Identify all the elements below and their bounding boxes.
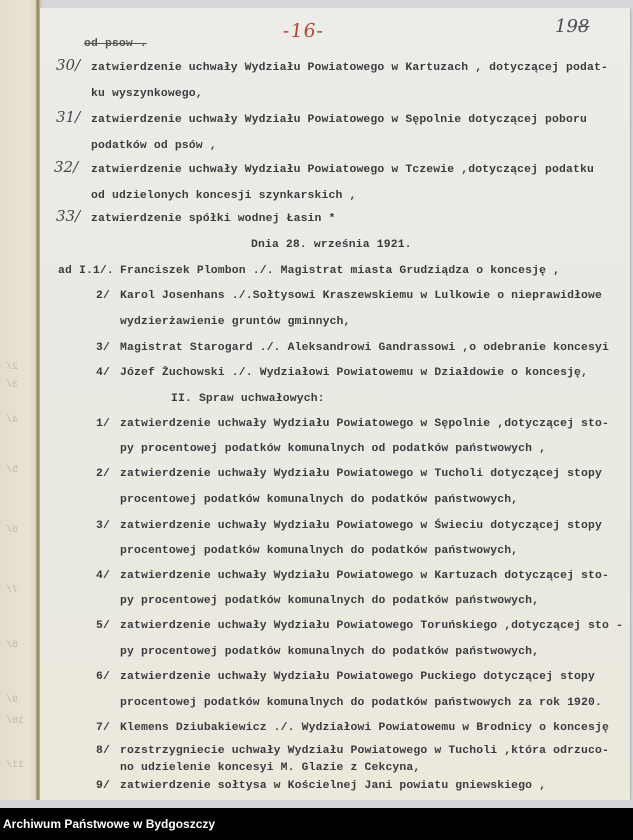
item-number: 2/ [96,290,110,302]
text-line: no udzielenie koncesyi M. Glazie z Cekcyna, [120,762,421,774]
item-number: 8/ [96,745,110,757]
ghost-number: 11/ [6,760,25,771]
text-line: podatków od psów , [91,140,217,152]
text-line: zatwierdzenie uchwały Wydziału Powiatowego w Świeciu dotyczącej stopy [120,520,602,532]
text-line: od psow . [84,38,147,50]
text-line: Franciszek Plombon ./. Magistrat miasta Grudziądza o koncesję , [120,265,561,277]
item-number: 4/ [96,367,110,379]
text-line: Klemens Dziubakiewicz ./. Wydziałowi Powiatowemu w Brodnicy o koncesję [120,722,609,734]
text-line: zatwierdzenie uchwały Wydziału Powiatowego w Sępolnie dotyczącej poboru [91,114,587,126]
item-number: 3/ [96,342,110,354]
text-line: py procentowej podatków komunalnych do podatków państwowych, [120,595,540,607]
handwritten-item-number: 30/ [56,56,81,74]
text-line: procentowej podatków komunalnych do podatków państwowych, [120,494,519,506]
item-number: ad I.1/. [58,265,114,277]
item-number: 9/ [96,780,110,792]
handwritten-item-number: 31/ [56,108,81,126]
item-number: 5/ [96,620,110,632]
handwritten-item-number: 33/ [56,207,81,225]
item-number: 1/ [96,418,110,430]
folio-struck: 8 [577,16,590,37]
text-line: rozstrzygniecie uchwały Wydziału Powiatowego w Tucholi ,która odrzuco- [120,745,609,757]
text-line: zatwierdzenie spółki wodnej Łasin * [91,213,336,225]
text-line: zatwierdzenie uchwały Wydziału Powiatowego w Kartuzach dotyczącej sto- [120,570,609,582]
text-line: ku wyszynkowego, [91,88,203,100]
document-page [40,8,630,800]
ghost-number: 4/ [6,415,19,426]
text-line: Józef Żuchowski ./. Wydziałowi Powiatowemu w Działdowie o koncesję, [120,367,589,379]
text-line: procentowej podatków komunalnych do podatków państwowych za rok 1920. [120,697,602,709]
item-number: 2/ [96,468,110,480]
ghost-number: 6/ [6,525,19,536]
date-heading: Dnia 28. września 1921. [251,239,412,251]
item-number: 6/ [96,671,110,683]
section-heading: II. Spraw uchwałowych: [171,393,325,405]
archive-footer [0,808,633,840]
text-line: zatwierdzenie uchwały Wydziału Powiatowego w Sępolnie ,dotyczącej sto- [120,418,609,430]
ghost-number: 7/ [6,585,19,596]
text-line: py procentowej podatków komunalnych do podatków państwowych, [120,646,540,658]
ghost-number: 9/ [6,695,19,706]
item-number: 3/ [96,520,110,532]
ghost-number: 5/ [6,465,19,476]
ghost-number: 3/ [6,380,19,391]
text-line: wydzierżawienie gruntów gminnych, [120,316,351,328]
text-line: zatwierdzenie uchwały Wydziału Powiatowego Puckiego dotyczącej stopy [120,671,596,683]
archive-name: Archiwum Państwowe w Bydgoszczy [3,817,216,831]
ghost-number: 8/ [6,640,19,651]
ghost-number: 10/ [6,716,25,727]
text-line: zatwierdzenie uchwały Wydziału Powiatowego w Kartuzach , dotyczącej podat- [91,62,608,74]
text-line: Karol Josenhans ./.Sołtysowi Kraszewskiemu w Lulkowie o nieprawidłowe [120,290,602,302]
text-line: Magistrat Starogard ./. Aleksandrowi Gandrassowi ,o odebranie koncesyi [120,342,609,354]
text-line: od udzielonych koncesji szynkarskich , [91,190,357,202]
text-line: zatwierdzenie uchwały Wydziału Powiatowego w Tczewie ,dotyczącej podatku [91,164,594,176]
text-line: zatwierdzenie uchwały Wydziału Powiatowego w Tucholi dotyczącej stopy [120,468,602,480]
item-number: 7/ [96,722,110,734]
folio-number [555,16,589,37]
text-line: zatwierdzenie sołtysa w Kościelnej Jani powiatu gniewskiego , [120,780,547,792]
ghost-number: 2/ [6,362,19,373]
text-line: py procentowej podatków komunalnych od podatków państwowych , [120,443,547,455]
text-line: procentowej podatków komunalnych do podatków państwowych, [120,545,519,557]
handwritten-item-number: 32/ [54,158,79,176]
text-line: zatwierdzenie uchwały Wydziału Powiatowego Toruńskiego ,dotyczącej sto - [120,620,623,632]
item-number: 4/ [96,570,110,582]
folio-current: 19 [555,16,578,37]
page-marker-red: -16- [281,20,326,42]
viewer-bottom-strip [0,800,633,808]
